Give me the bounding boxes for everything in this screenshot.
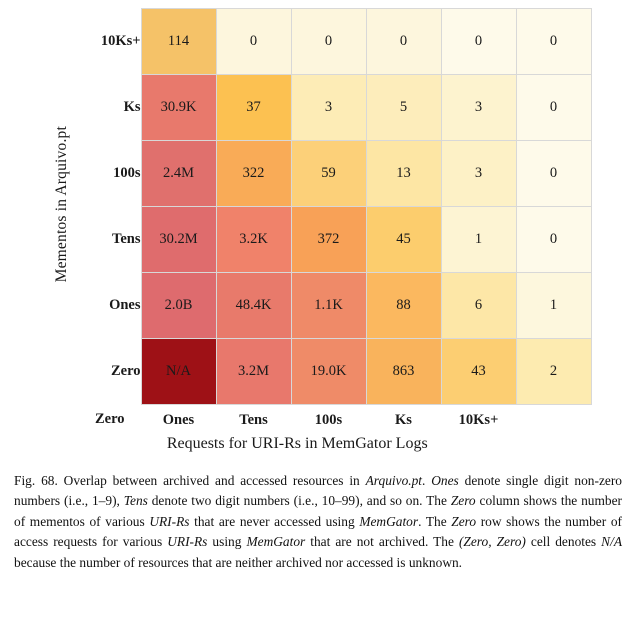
heatmap-cell: 0 — [366, 9, 441, 75]
heatmap-body — [45, 9, 592, 454]
caption-number: Fig. 68. — [14, 473, 58, 488]
row-header-zero: Zero — [110, 363, 141, 379]
figure-caption — [14, 471, 622, 573]
heatmap-cell: 0 — [516, 9, 591, 75]
column-header-ones: Ones — [162, 411, 195, 428]
heatmap-cell: 0 — [216, 9, 291, 75]
heatmap-cell: 2 — [516, 339, 591, 405]
caption-emphasis: URI-Rs — [149, 513, 190, 529]
column-header-ks: Ks — [395, 411, 412, 428]
y-axis-label — [45, 9, 79, 405]
caption-emphasis: MemGator — [359, 513, 419, 529]
caption-segment: Overlap between archived and accessed resources in — [57, 473, 366, 488]
heatmap-cell: 114 — [141, 9, 216, 75]
caption-emphasis: MemGator — [246, 534, 306, 550]
row-header-100s: 100s — [113, 165, 141, 181]
heatmap-table — [45, 8, 592, 453]
caption-emphasis: Arquivo.pt — [365, 473, 423, 488]
heatmap-cell: 1 — [516, 273, 591, 339]
caption-emphasis: URI-Rs — [167, 534, 208, 550]
caption-emphasis: (Zero, Zero) — [458, 534, 526, 550]
y-axis-label-text: Mementos in Arquivo.pt — [52, 125, 70, 283]
heatmap-cell: 2.4M — [141, 141, 216, 207]
heatmap-row — [45, 141, 592, 207]
heatmap-cell: 19.0K — [291, 339, 366, 405]
heatmap-cell: 48.4K — [216, 273, 291, 339]
heatmap-cell: 0 — [516, 75, 591, 141]
caption-segment: . The — [418, 513, 452, 529]
caption-emphasis: Tens — [123, 493, 148, 509]
caption-emphasis: Zero — [451, 513, 477, 529]
caption-segment: using — [207, 534, 247, 550]
caption-segment: because the number of resources that are neither archived nor accessed is unknown. — [14, 554, 463, 570]
heatmap-row — [45, 207, 592, 273]
heatmap-cell: 1.1K — [291, 273, 366, 339]
heatmap-cell: 3 — [441, 141, 516, 207]
row-header-ones: Ones — [109, 297, 141, 313]
column-header-100s: 100s — [314, 411, 343, 428]
caption-segment: that are not archived. The — [305, 534, 459, 550]
heatmap-cell: 88 — [366, 273, 441, 339]
heatmap-cell: 30.2M — [141, 207, 216, 273]
heatmap-cell: 0 — [441, 9, 516, 75]
row-header-10ks+: 10Ks+ — [100, 33, 141, 49]
caption-segment: cell denotes — [525, 534, 602, 550]
caption-segment: . — [422, 473, 432, 488]
column-header-tens: Tens — [239, 411, 268, 428]
heatmap-cell: 43 — [441, 339, 516, 405]
heatmap-cell: 13 — [366, 141, 441, 207]
heatmap-row — [45, 75, 592, 141]
caption-segment: that are never accessed using — [189, 513, 360, 529]
x-axis-spacer — [45, 435, 79, 453]
column-header-10ks+: 10Ks+ — [458, 411, 499, 428]
heatmap-cell: 0 — [516, 207, 591, 273]
heatmap-cell: 3 — [441, 75, 516, 141]
heatmap-cell: 3 — [291, 75, 366, 141]
heatmap-cell: 30.9K — [141, 75, 216, 141]
caption-segment: row shows the number of access requests for various — [14, 513, 622, 550]
caption-segment: column shows the number of mementos of various — [14, 493, 623, 529]
caption-text — [14, 473, 622, 570]
caption-segment: denote single digit non-zero numbers (i.e., 1–9), — [14, 473, 623, 509]
heatmap-cell: 372 — [291, 207, 366, 273]
heatmap-row — [45, 9, 592, 75]
caption-emphasis: N/A — [601, 534, 623, 550]
heatmap-cell: 3.2K — [216, 207, 291, 273]
caption-emphasis: Zero — [450, 493, 476, 509]
heatmap-cell: 6 — [441, 273, 516, 339]
heatmap-cell: 0 — [516, 141, 591, 207]
x-axis-label: Requests for URI-Rs in MemGator Logs — [166, 435, 428, 452]
heatmap-cell: 863 — [366, 339, 441, 405]
heatmap-cell: 1 — [441, 207, 516, 273]
row-header-tens: Tens — [112, 231, 141, 247]
heatmap-cell: 45 — [366, 207, 441, 273]
caption-segment: denote two digit numbers (i.e., 10–99), and so on. The — [147, 493, 451, 509]
corner-spacer — [45, 405, 79, 436]
heatmap-cell: 59 — [291, 141, 366, 207]
heatmap-row — [45, 339, 592, 405]
heatmap-row — [45, 273, 592, 339]
heatmap-cell: 5 — [366, 75, 441, 141]
caption-emphasis: Ones — [431, 473, 459, 488]
column-header-zero: Zero — [94, 411, 125, 428]
heatmap-column-header-row — [45, 405, 592, 436]
x-axis-label-row — [45, 435, 592, 453]
heatmap-cell: 0 — [291, 9, 366, 75]
heatmap-cell: 322 — [216, 141, 291, 207]
row-header-ks: Ks — [123, 99, 141, 115]
heatmap-cell: 3.2M — [216, 339, 291, 405]
heatmap-cell: 37 — [216, 75, 291, 141]
heatmap-cell: N/A — [141, 339, 216, 405]
heatmap-cell: 2.0B — [141, 273, 216, 339]
